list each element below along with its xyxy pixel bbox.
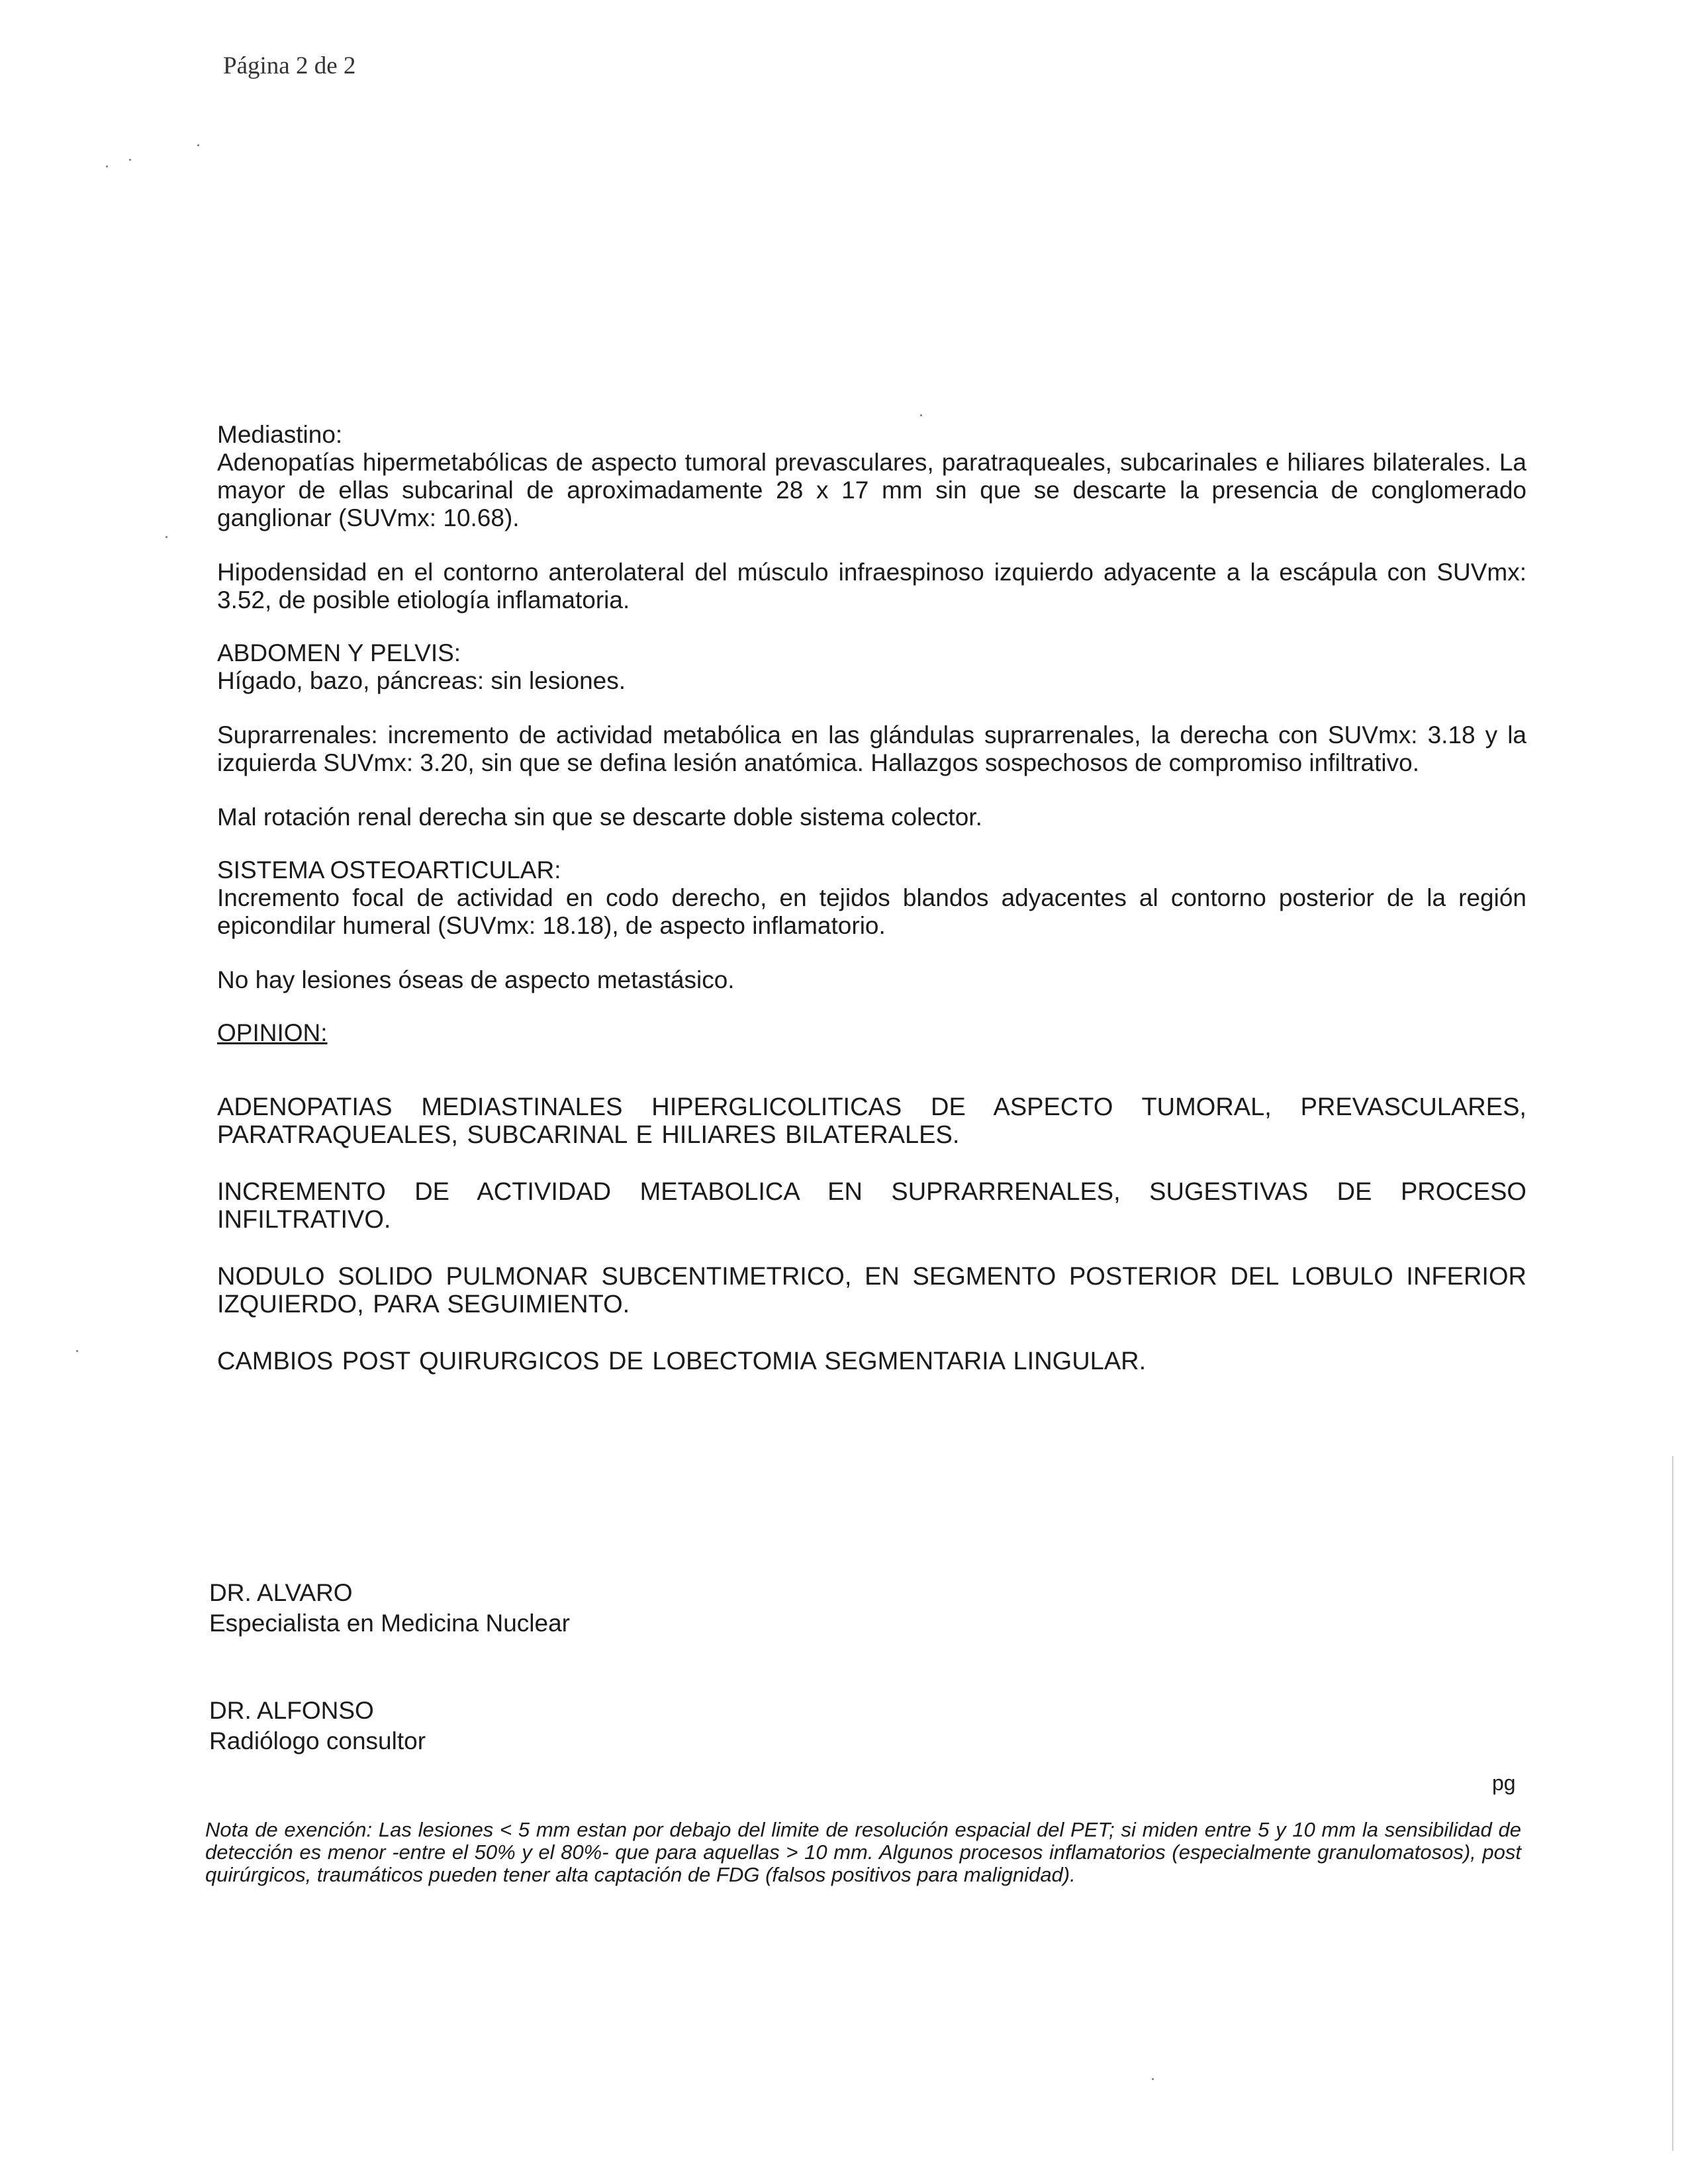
scan-speck bbox=[197, 144, 199, 146]
page-number: Página 2 de 2 bbox=[223, 52, 356, 79]
abdomen-paragraph: Hígado, bazo, páncreas: sin lesiones. bbox=[217, 667, 626, 694]
conclusion-item: INCREMENTO DE ACTIVIDAD METABOLICA EN SUPRARRENALES, SUGESTIVAS DE PROCESO INFILTRATIVO. bbox=[217, 1178, 1526, 1234]
signature-role: Especialista en Medicina Nuclear bbox=[209, 1610, 570, 1637]
signature-block bbox=[209, 1578, 570, 1756]
conclusion-item: NODULO SOLIDO PULMONAR SUBCENTIMETRICO, EN SEGMENTO POSTERIOR DEL LOBULO INFERIOR IZQUIERDO, PARA SEGUIMIENTO. bbox=[217, 1263, 1526, 1318]
scan-speck bbox=[76, 1350, 78, 1352]
signature-2 bbox=[209, 1696, 570, 1756]
conclusion-item: CAMBIOS POST QUIRURGICOS DE LOBECTOMIA SEGMENTARIA LINGULAR. bbox=[217, 1347, 1147, 1375]
oseas-paragraph: No hay lesiones óseas de aspecto metastásico. bbox=[217, 966, 735, 993]
signature-role: Radiólogo consultor bbox=[209, 1727, 426, 1754]
typist-initials: pg bbox=[1492, 1771, 1516, 1795]
mediastino-paragraph: Adenopatías hipermetabólicas de aspecto tumoral prevasculares, paratraqueales, subcarinales e hiliares bilaterales. La mayor de ellas subcarinal de aproximadamente 28 x 17 mm sin que se descarte la presencia de conglomerado ganglionar (SUVmx: 10.68). bbox=[217, 449, 1526, 531]
renal-paragraph: Mal rotación renal derecha sin que se descarte doble sistema colector. bbox=[217, 803, 982, 831]
signature-1 bbox=[209, 1578, 570, 1639]
disclaimer-footnote: Nota de exención: Las lesiones < 5 mm estan por debajo del limite de resolución espacial del PET; si miden entre 5 y 10 mm la sensibilidad de detección es menor -entre el 50% y el 80%- que para aquellas > 10 mm. Algunos procesos inflamatorios (especialmente granulomatosos), post quirúrgicos, traumáticos pueden tener alta captación de FDG (falsos positivos para malignidad). bbox=[205, 1818, 1521, 1886]
signature-name: DR. ALVARO bbox=[209, 1579, 353, 1606]
scan-speck bbox=[129, 159, 131, 161]
hipodensidad-paragraph: Hipodensidad en el contorno anterolateral del músculo infraespinoso izquierdo adyacente a la escápula con SUVmx: 3.52, de posible etiología inflamatoria. bbox=[217, 559, 1526, 614]
report-body bbox=[217, 421, 1526, 1375]
scan-speck bbox=[920, 414, 922, 416]
signature-name: DR. ALFONSO bbox=[209, 1697, 374, 1724]
abdomen-heading: ABDOMEN Y PELVIS: bbox=[217, 639, 461, 666]
osteo-paragraph: Incremento focal de actividad en codo derecho, en tejidos blandos adyacentes al contorno posterior de la región epicondilar humeral (SUVmx: 18.18), de aspecto inflamatorio. bbox=[217, 884, 1526, 939]
mediastino-label: Mediastino: bbox=[217, 421, 343, 448]
osteo-heading: SISTEMA OSTEOARTICULAR: bbox=[217, 856, 561, 884]
opinion-title: OPINION: bbox=[217, 1019, 328, 1046]
scan-speck bbox=[165, 536, 167, 538]
scan-speck bbox=[106, 165, 108, 167]
conclusion-item: ADENOPATIAS MEDIASTINALES HIPERGLICOLITICAS DE ASPECTO TUMORAL, PREVASCULARES, PARATRAQUEALES, SUBCARINAL E HILIARES BILATERALES. bbox=[217, 1093, 1526, 1149]
scan-edge-line bbox=[1672, 1456, 1673, 2151]
suprarrenales-paragraph: Suprarrenales: incremento de actividad metabólica en las glándulas suprarrenales, la derecha con SUVmx: 3.18 y la izquierda SUVmx: 3.20, sin que se defina lesión anatómica. Hallazgos sospechosos de compromiso infiltrativo. bbox=[217, 721, 1526, 776]
scan-speck bbox=[1152, 2078, 1154, 2080]
